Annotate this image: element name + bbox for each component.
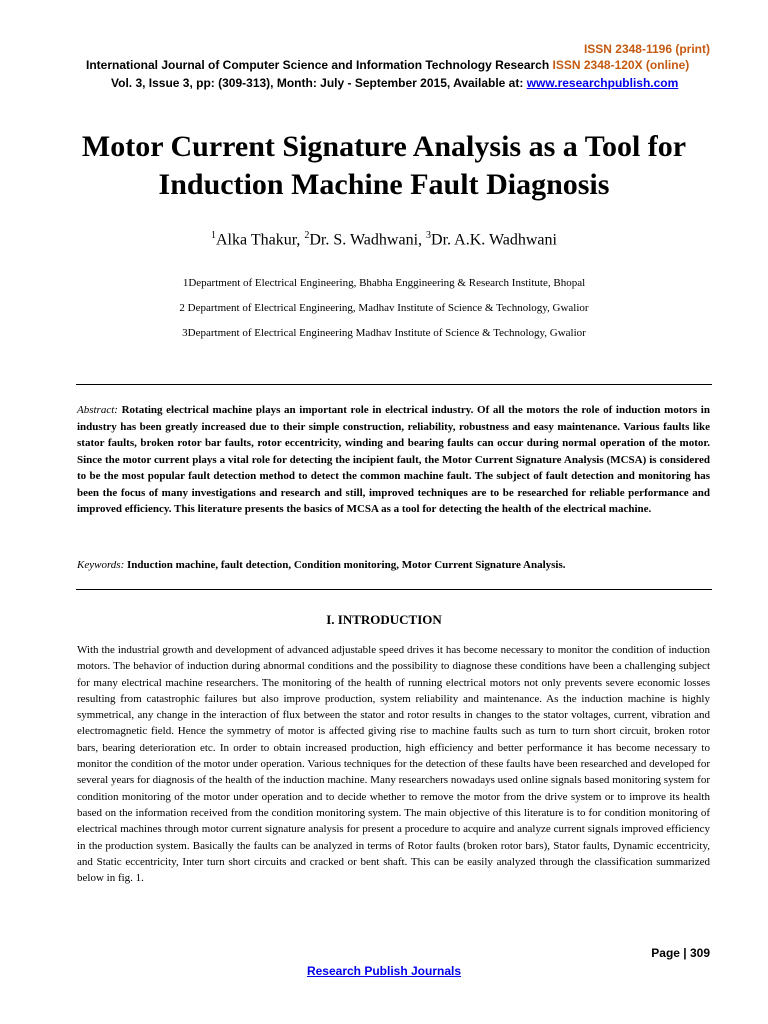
page-number: Page | 309 [651, 946, 710, 960]
author-1-name: Alka Thakur, [216, 231, 305, 249]
issn-online: ISSN 2348-120X (online) [552, 58, 690, 72]
author-2-index: 2 [304, 230, 310, 241]
author-3-name: Dr. A.K. Wadhwani [431, 231, 557, 249]
introduction-paragraph: With the industrial growth and development of advanced adjustable speed drives it has become necessary to monitor the condition of induction motors. The behavior of induction during abnormal conditions and the possibility to diagnose these conditions have been a challenging subject for many electrical machine researchers. The monitoring of the health of running electrical motors not only prevents severe economic losses resulting from catastrophic failures but also improve production, system reliability and maintenance. As the induction machine is highly symmetrical, any change in the interaction of flux between the stator and rotor results in changes to the stator voltages, current, vibration and electromagnetic field. Hence the symmetry of motor is affected giving rise to machine faults such as turn to turn short circuit, broken rotor bars, bearing deterioration etc. In order to obtain increased production, high efficiency and better performance it has become necessary to monitor the condition of the motor under operation. Various techniques for the detection of these faults have been researched and developed for several years for diagnosis of the health of the induction machine. Many researchers nowadays used online signals based monitoring system for condition monitoring of the motor under operation and to decide whether to remove the motor from the drive system or to improve its health based on the information received from the condition monitoring system. The main objective of this literature is to for condition monitoring of electrical machines through motor current signature analysis for present a procedure to acquire and analyze current signals improved efficiency in the production system. Basically the faults can be analyzed in terms of Rotor faults (broken rotor bars), Stator faults, Dynamic eccentricity, and Static eccentricity, Inter turn short circuits and cracked or bent shaft. This can be easily analyzed through the classification summarized below in fig. 1. [77, 644, 710, 885]
volume-line [111, 76, 678, 90]
divider-bottom [76, 589, 712, 590]
title-line-1: Motor Current Signature Analysis as a Tool for [81, 130, 687, 163]
paper-title [40, 128, 728, 204]
abstract-label: Abstract: [77, 404, 118, 416]
section-heading: I. INTRODUCTION [326, 612, 442, 627]
author-3-index: 3 [426, 230, 432, 241]
issn-print: ISSN 2348-1196 (print) [583, 42, 710, 56]
author-2-name: Dr. S. Wadhwani, [309, 231, 427, 249]
website-link[interactable]: www.researchpublish.com [526, 76, 679, 90]
affiliation-1: 1Department of Electrical Engineering, Bhabha Enggineering & Research Institute, Bhopal [182, 277, 586, 289]
affiliation-3: 3Department of Electrical Engineering Madhav Institute of Science & Technology, Gwalior [182, 327, 586, 339]
title-line-2: Induction Machine Fault Diagnosis [158, 168, 610, 201]
author-list [0, 230, 768, 249]
keywords-label: Keywords: [77, 559, 125, 571]
abstract-text: Rotating electrical machine plays an important role in electrical industry. Of all the motors the role of induction motors in industry has been greatly increased due to their simple construction, reliability, robustness and easy maintenance. Various faults like stator faults, broken rotor bar faults, rotor eccentricity, winding and bearing faults can occur during normal operation of the motor. Since the motor current plays a vital role for detecting the incipient fault, the Motor Current Signature Analysis (MCSA) is considered to be the most popular fault detection method to detect the common machine fault. The subject of fault detection and monitoring has been the focus of many investigations and research and still, improved techniques are to be researched for reliable performance and improved efficiency. This literature presents the basics of MCSA as a tool for detecting the health of the electrical machine. [77, 404, 710, 515]
author-1-index: 1 [211, 230, 216, 241]
journal-header-line [86, 58, 689, 72]
keywords-text: Induction machine, fault detection, Condition monitoring, Motor Current Signature Analysis. [124, 559, 566, 571]
divider-top [76, 384, 712, 385]
abstract [77, 402, 710, 518]
journal-name: International Journal of Computer Science and Information Technology Research [86, 58, 550, 72]
keywords [77, 559, 710, 571]
affiliation-2: 2 Department of Electrical Engineering, Madhav Institute of Science & Technology, Gwalior [179, 302, 589, 314]
footer-journal [0, 964, 768, 978]
journal-footer-link[interactable]: Research Publish Journals [306, 964, 462, 978]
volume-info: Vol. 3, Issue 3, pp: (309-313), Month: July - September 2015, Available at: [111, 76, 527, 90]
